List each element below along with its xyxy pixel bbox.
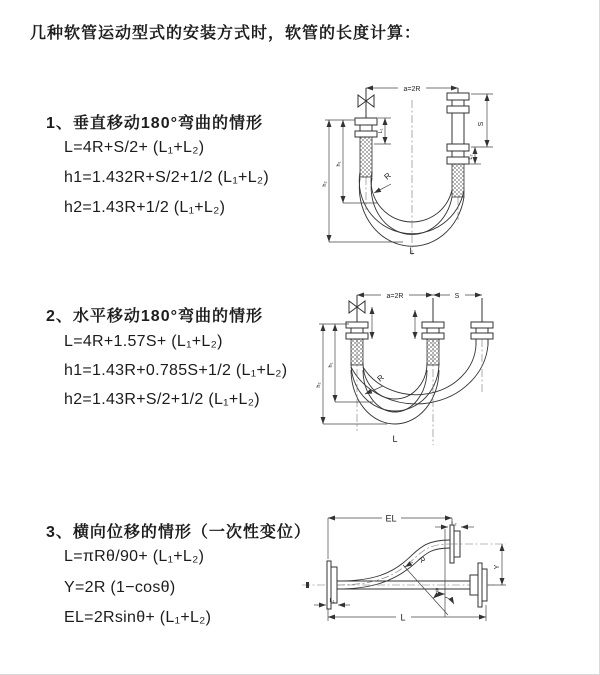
dim-label-h2: h₂ xyxy=(322,181,328,187)
dim-label-l2: L₂ xyxy=(468,154,474,160)
radius-label: R xyxy=(382,170,393,182)
section1-formula-h1: h1=1.432R+S/2+1/2 (L₁+L₂) xyxy=(64,169,270,186)
dim-label-l2: L₂ xyxy=(451,521,457,527)
section2-formula-h2: h2=1.43R+S/2+1/2 (L₁+L₂) xyxy=(64,391,260,408)
length-label: L xyxy=(409,246,415,256)
dim-label-a2r: a=2R xyxy=(386,293,404,300)
radius-label: R xyxy=(416,554,428,565)
section3-formula-EL: EL=2Rsinθ+ (L₁+L₂) xyxy=(64,609,212,626)
angle-label: θ xyxy=(435,588,439,594)
braided-hose-section xyxy=(452,164,464,197)
section2-formula-L: L=4R+1.57S+ (L₁+L₂) xyxy=(64,333,223,350)
braided-hose-section xyxy=(360,137,372,177)
centerline-mark xyxy=(306,582,309,588)
dim-label-el: EL xyxy=(385,513,397,524)
braided-hose-section xyxy=(351,339,363,365)
page-title: 几种软管运动型式的安装方式时，软管的长度计算： xyxy=(30,25,422,42)
section1-formula-L: L=4R+S/2+ (L₁+L₂) xyxy=(64,139,205,156)
dim-label-s: S xyxy=(454,293,460,300)
section3-formula-Y: Y=2R (1−cosθ) xyxy=(64,579,176,596)
dim-label-h2: h₂ xyxy=(316,382,322,388)
section3-heading: 3、横向位移的情形（一次性变位） xyxy=(46,524,311,541)
dim-label-l1: L₁ xyxy=(378,128,384,134)
dim-label-l1: L₁ xyxy=(329,598,335,604)
length-label: L xyxy=(400,612,406,623)
braided-hose-section xyxy=(427,339,439,365)
section3-formula-L: L=πRθ/90+ (L₁+L₂) xyxy=(64,548,205,565)
dim-label-h1: h₁ xyxy=(328,362,334,368)
radius-label: R xyxy=(375,372,386,384)
diagram-horizontal-180-bend xyxy=(315,283,590,458)
section1-heading: 1、垂直移动180°弯曲的情形 xyxy=(46,115,263,132)
dim-label-y: Y xyxy=(494,564,501,570)
length-label: L xyxy=(392,434,398,444)
section2-formula-h1: h1=1.43R+0.785S+1/2 (L₁+L₂) xyxy=(64,362,288,379)
diagram-lateral-displacement xyxy=(300,505,590,655)
diagram-vertical-180-bend xyxy=(315,72,590,270)
section1-formula-h2: h2=1.43R+1/2 (L₁+L₂) xyxy=(64,199,226,216)
dim-label-h1: h₁ xyxy=(336,161,342,167)
dim-label-s: S xyxy=(478,121,485,127)
section2-heading: 2、水平移动180°弯曲的情形 xyxy=(46,308,263,325)
dim-label-a2r: a=2R xyxy=(403,86,421,93)
